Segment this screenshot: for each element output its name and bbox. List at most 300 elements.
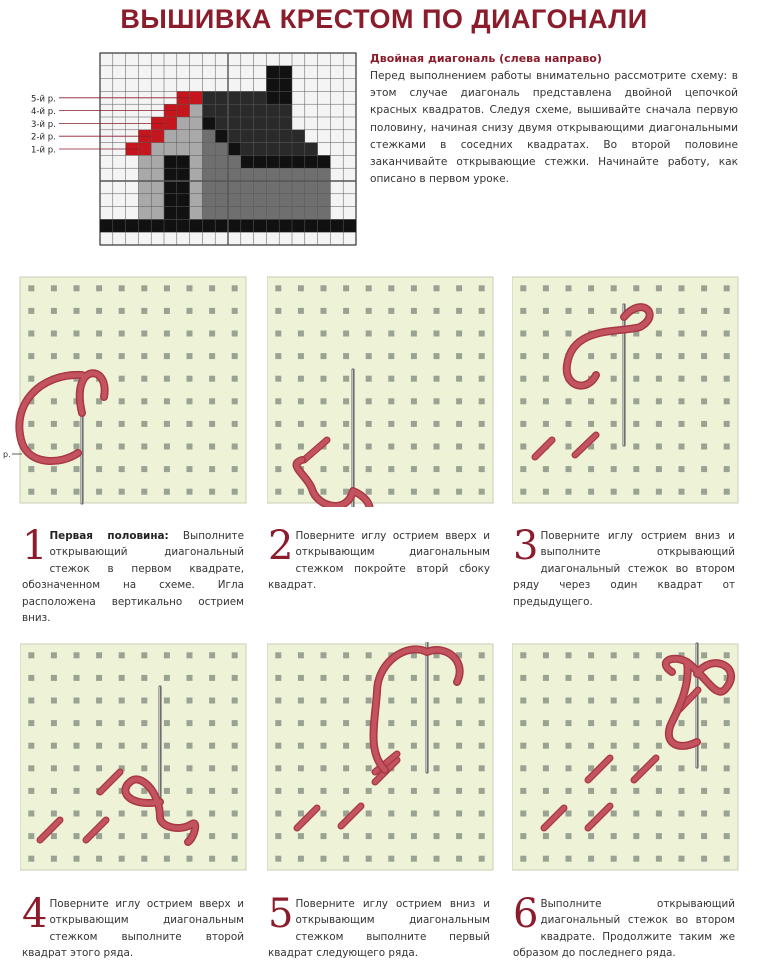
- canvas-hole: [232, 788, 238, 794]
- scheme-cell: [202, 104, 215, 117]
- canvas-hole: [51, 398, 57, 404]
- canvas-hole: [119, 444, 125, 450]
- step-1-illustration: [0, 275, 250, 507]
- canvas-hole: [611, 811, 617, 817]
- canvas-hole: [96, 675, 102, 681]
- scheme-cell: [279, 104, 292, 117]
- canvas-hole: [656, 652, 662, 658]
- canvas-hole: [724, 444, 730, 450]
- canvas-hole: [275, 788, 281, 794]
- canvas-hole: [366, 856, 372, 862]
- scheme-cell: [266, 79, 279, 92]
- canvas-hole: [566, 765, 572, 771]
- canvas-hole: [543, 489, 549, 495]
- canvas-hole: [51, 308, 57, 314]
- canvas-hole: [141, 856, 147, 862]
- canvas-hole: [543, 788, 549, 794]
- canvas-hole: [366, 788, 372, 794]
- canvas-hole: [298, 698, 304, 704]
- scheme-cell: [164, 130, 177, 143]
- scheme-cell: [113, 219, 126, 232]
- canvas-hole: [520, 331, 526, 337]
- canvas-hole: [209, 421, 215, 427]
- scheme-cell: [215, 219, 228, 232]
- canvas-hole: [633, 765, 639, 771]
- canvas-hole: [633, 466, 639, 472]
- canvas-hole: [141, 353, 147, 359]
- canvas-hole: [411, 308, 417, 314]
- canvas-hole: [187, 856, 193, 862]
- canvas-hole: [366, 421, 372, 427]
- canvas-hole: [209, 466, 215, 472]
- canvas-hole: [479, 833, 485, 839]
- canvas-hole: [479, 856, 485, 862]
- canvas-hole: [164, 398, 170, 404]
- canvas-hole: [321, 398, 327, 404]
- canvas-hole: [456, 811, 462, 817]
- canvas-hole: [543, 398, 549, 404]
- scheme-cell: [305, 219, 318, 232]
- scheme-cell: [318, 194, 331, 207]
- canvas-hole: [701, 353, 707, 359]
- canvas-hole: [164, 765, 170, 771]
- canvas-hole: [51, 788, 57, 794]
- canvas-hole: [411, 444, 417, 450]
- scheme-cell: [177, 104, 190, 117]
- canvas-hole: [633, 376, 639, 382]
- canvas-hole: [411, 720, 417, 726]
- canvas-hole: [456, 720, 462, 726]
- canvas-hole: [298, 421, 304, 427]
- canvas-hole: [588, 720, 594, 726]
- canvas-hole: [633, 811, 639, 817]
- canvas-hole: [343, 675, 349, 681]
- canvas-hole: [141, 466, 147, 472]
- canvas-hole: [74, 743, 80, 749]
- canvas-hole: [566, 788, 572, 794]
- canvas-hole: [479, 398, 485, 404]
- canvas-hole: [74, 698, 80, 704]
- canvas-hole: [656, 466, 662, 472]
- canvas-hole: [566, 833, 572, 839]
- canvas-hole: [321, 331, 327, 337]
- step-2-illustration: [267, 275, 497, 507]
- scheme-cell: [266, 143, 279, 156]
- canvas-hole: [588, 489, 594, 495]
- canvas-hole: [520, 421, 526, 427]
- scheme-cell: [202, 155, 215, 168]
- canvas-hole: [96, 720, 102, 726]
- canvas-hole: [321, 856, 327, 862]
- canvas-hole: [701, 652, 707, 658]
- scheme-cell: [254, 117, 267, 130]
- scheme-cell: [138, 194, 151, 207]
- scheme-cell: [202, 194, 215, 207]
- scheme-cell: [202, 181, 215, 194]
- scheme-cell: [164, 181, 177, 194]
- canvas-hole: [96, 444, 102, 450]
- canvas-hole: [298, 489, 304, 495]
- scheme-cell: [292, 155, 305, 168]
- scheme-cell: [292, 181, 305, 194]
- scheme-cell: [228, 219, 241, 232]
- canvas-hole: [456, 489, 462, 495]
- canvas-hole: [724, 811, 730, 817]
- step-text: Выполните открывающий диагональный стежок во втором квадрате. Продолжите таким же образом до последнего ряда.: [513, 898, 735, 960]
- canvas-hole: [119, 353, 125, 359]
- canvas-hole: [434, 398, 440, 404]
- scheme-cell: [151, 155, 164, 168]
- canvas-hole: [275, 698, 281, 704]
- canvas-hole: [51, 675, 57, 681]
- canvas-hole: [232, 444, 238, 450]
- canvas-hole: [679, 811, 685, 817]
- scheme-cell: [202, 91, 215, 104]
- canvas-hole: [411, 421, 417, 427]
- canvas-hole: [28, 489, 34, 495]
- canvas-hole: [611, 285, 617, 291]
- canvas-hole: [411, 675, 417, 681]
- canvas-hole: [566, 444, 572, 450]
- canvas-hole: [679, 376, 685, 382]
- step-text: Поверните иглу острием вверх и открывающим диагональным стежком покройте вторй сбоку квадрат.: [268, 530, 490, 592]
- canvas-hole: [28, 353, 34, 359]
- canvas-hole: [611, 743, 617, 749]
- canvas-hole: [588, 353, 594, 359]
- canvas-hole: [479, 675, 485, 681]
- canvas-hole: [321, 811, 327, 817]
- canvas-hole: [187, 421, 193, 427]
- canvas-hole: [701, 856, 707, 862]
- scheme-cell: [177, 219, 190, 232]
- canvas-hole: [298, 652, 304, 658]
- scheme-cell: [138, 155, 151, 168]
- canvas-hole: [164, 720, 170, 726]
- canvas-hole: [701, 720, 707, 726]
- canvas-hole: [366, 444, 372, 450]
- scheme-cell: [241, 219, 254, 232]
- canvas-hole: [298, 743, 304, 749]
- canvas-hole: [298, 720, 304, 726]
- canvas-hole: [366, 489, 372, 495]
- scheme-cell: [266, 130, 279, 143]
- canvas-hole: [701, 331, 707, 337]
- canvas-hole: [321, 308, 327, 314]
- canvas-hole: [187, 698, 193, 704]
- canvas-hole: [275, 376, 281, 382]
- scheme-cell: [254, 194, 267, 207]
- canvas-hole: [321, 833, 327, 839]
- canvas-hole: [656, 331, 662, 337]
- canvas-hole: [434, 720, 440, 726]
- canvas-hole: [701, 466, 707, 472]
- canvas-hole: [28, 421, 34, 427]
- canvas-hole: [275, 285, 281, 291]
- step-4-illustration: [20, 642, 250, 874]
- scheme-cell: [138, 143, 151, 156]
- canvas-hole: [633, 285, 639, 291]
- scheme-cell: [228, 130, 241, 143]
- scheme-cell: [190, 207, 203, 220]
- canvas-hole: [321, 652, 327, 658]
- canvas-hole: [343, 398, 349, 404]
- canvas-hole: [209, 285, 215, 291]
- canvas-hole: [119, 856, 125, 862]
- canvas-hole: [543, 833, 549, 839]
- canvas-hole: [611, 398, 617, 404]
- canvas-hole: [388, 308, 394, 314]
- canvas-hole: [51, 353, 57, 359]
- canvas-hole: [119, 833, 125, 839]
- scheme-cell: [151, 181, 164, 194]
- step-5-illustration: [267, 642, 497, 874]
- canvas-hole: [164, 489, 170, 495]
- canvas-hole: [209, 720, 215, 726]
- canvas-hole: [701, 811, 707, 817]
- step-number: 6: [513, 891, 539, 937]
- canvas-hole: [566, 308, 572, 314]
- canvas-hole: [51, 765, 57, 771]
- canvas-hole: [96, 421, 102, 427]
- canvas-hole: [28, 698, 34, 704]
- scheme-cell: [318, 207, 331, 220]
- canvas-hole: [456, 308, 462, 314]
- canvas-hole: [343, 765, 349, 771]
- canvas-hole: [343, 466, 349, 472]
- canvas-hole: [543, 308, 549, 314]
- step-3-illustration: [512, 275, 742, 507]
- canvas-hole: [187, 489, 193, 495]
- canvas-hole: [633, 788, 639, 794]
- canvas-hole: [275, 466, 281, 472]
- canvas-hole: [232, 811, 238, 817]
- canvas-hole: [701, 489, 707, 495]
- canvas-hole: [701, 376, 707, 382]
- canvas-hole: [456, 765, 462, 771]
- canvas-hole: [456, 421, 462, 427]
- canvas-hole: [611, 308, 617, 314]
- scheme-cell: [279, 155, 292, 168]
- row-label: 4-й р.: [31, 107, 56, 118]
- scheme-cell: [241, 155, 254, 168]
- canvas-hole: [724, 489, 730, 495]
- canvas-hole: [209, 856, 215, 862]
- canvas-hole: [411, 743, 417, 749]
- canvas-hole: [588, 421, 594, 427]
- step-3-caption: [513, 523, 735, 610]
- canvas-hole: [141, 398, 147, 404]
- canvas-hole: [321, 421, 327, 427]
- canvas-hole: [28, 811, 34, 817]
- canvas-hole: [164, 833, 170, 839]
- scheme-cell: [279, 66, 292, 79]
- canvas-hole: [232, 308, 238, 314]
- canvas-hole: [74, 652, 80, 658]
- canvas-hole: [543, 856, 549, 862]
- canvas-hole: [679, 466, 685, 472]
- step-text: Поверните иглу острием вниз и выполните открывающий диагональный стежок во втором ряду через один квадрат от предыдущего.: [513, 530, 735, 608]
- canvas-hole: [96, 652, 102, 658]
- canvas-hole: [96, 353, 102, 359]
- scheme-cell: [266, 66, 279, 79]
- canvas-hole: [434, 466, 440, 472]
- canvas-hole: [633, 720, 639, 726]
- canvas-hole: [588, 856, 594, 862]
- canvas-hole: [456, 833, 462, 839]
- scheme-cell: [266, 194, 279, 207]
- scheme-cell: [266, 155, 279, 168]
- canvas-hole: [187, 652, 193, 658]
- canvas-hole: [479, 421, 485, 427]
- scheme-cell: [305, 181, 318, 194]
- canvas-hole: [724, 376, 730, 382]
- scheme-cell: [279, 143, 292, 156]
- scheme-cell: [228, 194, 241, 207]
- canvas-hole: [543, 811, 549, 817]
- canvas-hole: [209, 489, 215, 495]
- scheme-cell: [279, 194, 292, 207]
- canvas-hole: [701, 398, 707, 404]
- scheme-cell: [215, 207, 228, 220]
- canvas-hole: [520, 376, 526, 382]
- canvas-hole: [187, 444, 193, 450]
- canvas-hole: [411, 765, 417, 771]
- canvas-hole: [232, 376, 238, 382]
- canvas-hole: [411, 489, 417, 495]
- scheme-cell: [177, 155, 190, 168]
- scheme-cell: [266, 117, 279, 130]
- canvas-hole: [298, 331, 304, 337]
- canvas-hole: [724, 421, 730, 427]
- canvas-hole: [656, 743, 662, 749]
- canvas-hole: [187, 765, 193, 771]
- canvas-hole: [298, 811, 304, 817]
- scheme-cell: [151, 194, 164, 207]
- canvas-hole: [633, 489, 639, 495]
- canvas-hole: [656, 856, 662, 862]
- scheme-cell: [190, 168, 203, 181]
- scheme-cell: [215, 194, 228, 207]
- scheme-cell: [305, 194, 318, 207]
- canvas-hole: [28, 765, 34, 771]
- canvas-hole: [656, 811, 662, 817]
- canvas-hole: [74, 833, 80, 839]
- canvas-hole: [141, 308, 147, 314]
- step-bold-label: Первая половина:: [49, 530, 169, 542]
- canvas-hole: [588, 652, 594, 658]
- canvas-hole: [275, 308, 281, 314]
- canvas-hole: [479, 308, 485, 314]
- scheme-cell: [202, 117, 215, 130]
- canvas-hole: [679, 398, 685, 404]
- canvas-hole: [434, 698, 440, 704]
- canvas-hole: [74, 308, 80, 314]
- canvas-hole: [724, 466, 730, 472]
- canvas-hole: [28, 331, 34, 337]
- scheme-cell: [190, 91, 203, 104]
- scheme-cell: [151, 168, 164, 181]
- canvas-hole: [701, 421, 707, 427]
- scheme-cell: [202, 168, 215, 181]
- canvas-hole: [388, 856, 394, 862]
- canvas-hole: [275, 765, 281, 771]
- canvas-hole: [520, 285, 526, 291]
- canvas-hole: [388, 398, 394, 404]
- canvas-hole: [343, 285, 349, 291]
- canvas-hole: [28, 652, 34, 658]
- scheme-cell: [279, 79, 292, 92]
- scheme-cell: [164, 168, 177, 181]
- canvas-hole: [96, 308, 102, 314]
- canvas-hole: [520, 353, 526, 359]
- canvas-hole: [164, 421, 170, 427]
- canvas-hole: [434, 308, 440, 314]
- canvas-hole: [119, 743, 125, 749]
- canvas-hole: [28, 833, 34, 839]
- canvas-hole: [96, 489, 102, 495]
- canvas-hole: [51, 466, 57, 472]
- canvas-hole: [96, 285, 102, 291]
- canvas-hole: [232, 353, 238, 359]
- canvas-hole: [164, 331, 170, 337]
- canvas-hole: [28, 308, 34, 314]
- scheme-cell: [279, 181, 292, 194]
- canvas-hole: [656, 765, 662, 771]
- canvas-hole: [28, 720, 34, 726]
- canvas-hole: [434, 285, 440, 291]
- canvas-hole: [74, 489, 80, 495]
- canvas-hole: [232, 285, 238, 291]
- canvas-hole: [543, 652, 549, 658]
- canvas-hole: [724, 285, 730, 291]
- canvas-hole: [51, 652, 57, 658]
- canvas-hole: [456, 398, 462, 404]
- canvas-hole: [74, 856, 80, 862]
- canvas-hole: [656, 398, 662, 404]
- scheme-cell: [228, 181, 241, 194]
- canvas-hole: [343, 698, 349, 704]
- canvas-hole: [633, 421, 639, 427]
- canvas-hole: [701, 833, 707, 839]
- canvas-hole: [28, 285, 34, 291]
- canvas-hole: [679, 331, 685, 337]
- canvas-hole: [51, 743, 57, 749]
- canvas-hole: [28, 675, 34, 681]
- canvas-hole: [479, 353, 485, 359]
- canvas-hole: [321, 353, 327, 359]
- canvas-hole: [28, 466, 34, 472]
- canvas-hole: [411, 398, 417, 404]
- canvas-hole: [141, 444, 147, 450]
- scheme-cell: [279, 219, 292, 232]
- canvas-hole: [543, 285, 549, 291]
- canvas-hole: [724, 698, 730, 704]
- canvas-hole: [275, 833, 281, 839]
- page-title: ВЫШИВКА КРЕСТОМ ПО ДИАГОНАЛИ: [120, 4, 648, 34]
- canvas-hole: [411, 811, 417, 817]
- scheme-cell: [202, 130, 215, 143]
- canvas-hole: [456, 376, 462, 382]
- canvas-hole: [611, 466, 617, 472]
- canvas-hole: [74, 811, 80, 817]
- scheme-cell: [266, 181, 279, 194]
- canvas-hole: [434, 743, 440, 749]
- canvas-hole: [209, 308, 215, 314]
- canvas-hole: [566, 421, 572, 427]
- canvas-hole: [275, 652, 281, 658]
- scheme-cell: [318, 219, 331, 232]
- canvas-hole: [633, 833, 639, 839]
